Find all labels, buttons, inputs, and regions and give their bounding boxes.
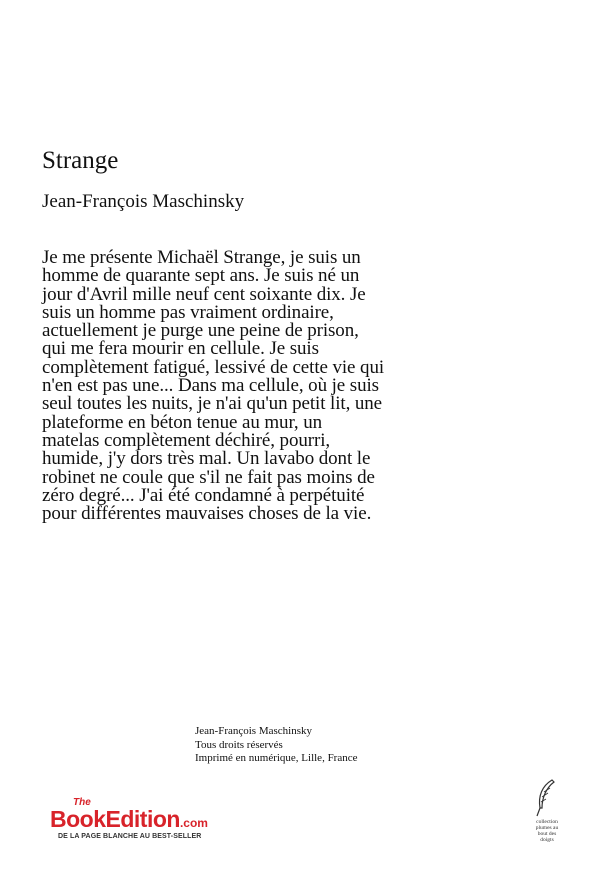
blurb-line: humide, j'y dors très mal. Un lavabo dont le <box>42 448 371 470</box>
collection-line: collection <box>536 819 558 825</box>
blurb-line: matelas complètement déchiré, pourri, <box>42 429 331 451</box>
collection-badge <box>524 778 570 848</box>
blurb-line: zéro degré... J'ai été condamné à perpétuité <box>42 484 365 506</box>
collection-line: bout des <box>537 831 557 837</box>
blurb-line: plateforme en béton tenue au mur, un <box>42 411 323 433</box>
imprint-printed: Imprimé en numérique, Lille, France <box>195 752 358 764</box>
book-blurb <box>42 249 482 523</box>
collection-line: doigts <box>540 837 554 843</box>
blurb-line: Je me présente Michaël Strange, je suis un <box>42 247 361 268</box>
blurb-line: robinet ne coule que s'il ne fait pas moins de <box>42 466 375 488</box>
collection-label <box>524 819 570 843</box>
blurb-line: n'en est pas une... Dans ma cellule, où je suis <box>42 375 379 397</box>
blurb-line: jour d'Avril mille neuf cent soixante dix. Je <box>42 283 366 305</box>
logo-domain: .com <box>179 816 208 830</box>
collection-line: plumes au <box>535 825 559 831</box>
book-author: Jean-François Maschinsky <box>42 191 245 212</box>
logo-brand <box>50 806 208 836</box>
blurb-line: qui me fera mourir en cellule. Je suis <box>42 338 319 360</box>
blurb-line: suis un homme pas vraiment ordinaire, <box>42 301 334 323</box>
blurb-line: complètement fatigué, lessivé de cette vie qui <box>42 356 385 378</box>
blurb-line: pour différentes mauvaises choses de la vie. <box>42 503 372 525</box>
bookedition-logo <box>50 798 250 848</box>
blurb-line: actuellement je purge une peine de prison, <box>42 320 359 342</box>
blurb-line: seul toutes les nuits, je n'ai qu'un petit lit, une <box>42 393 383 415</box>
imprint-rights: Tous droits réservés <box>195 738 283 751</box>
logo-tagline: DE LA PAGE BLANCHE AU BEST-SELLER <box>58 833 202 840</box>
book-title: Strange <box>42 147 119 174</box>
blurb-line: homme de quarante sept ans. Je suis né un <box>42 265 360 287</box>
imprint-block <box>195 725 358 766</box>
imprint-author: Jean-François Maschinsky <box>195 725 313 737</box>
quill-feather-icon <box>532 778 560 818</box>
logo-the: The <box>73 797 91 808</box>
logo-brand-name: BookEdition <box>50 806 180 832</box>
